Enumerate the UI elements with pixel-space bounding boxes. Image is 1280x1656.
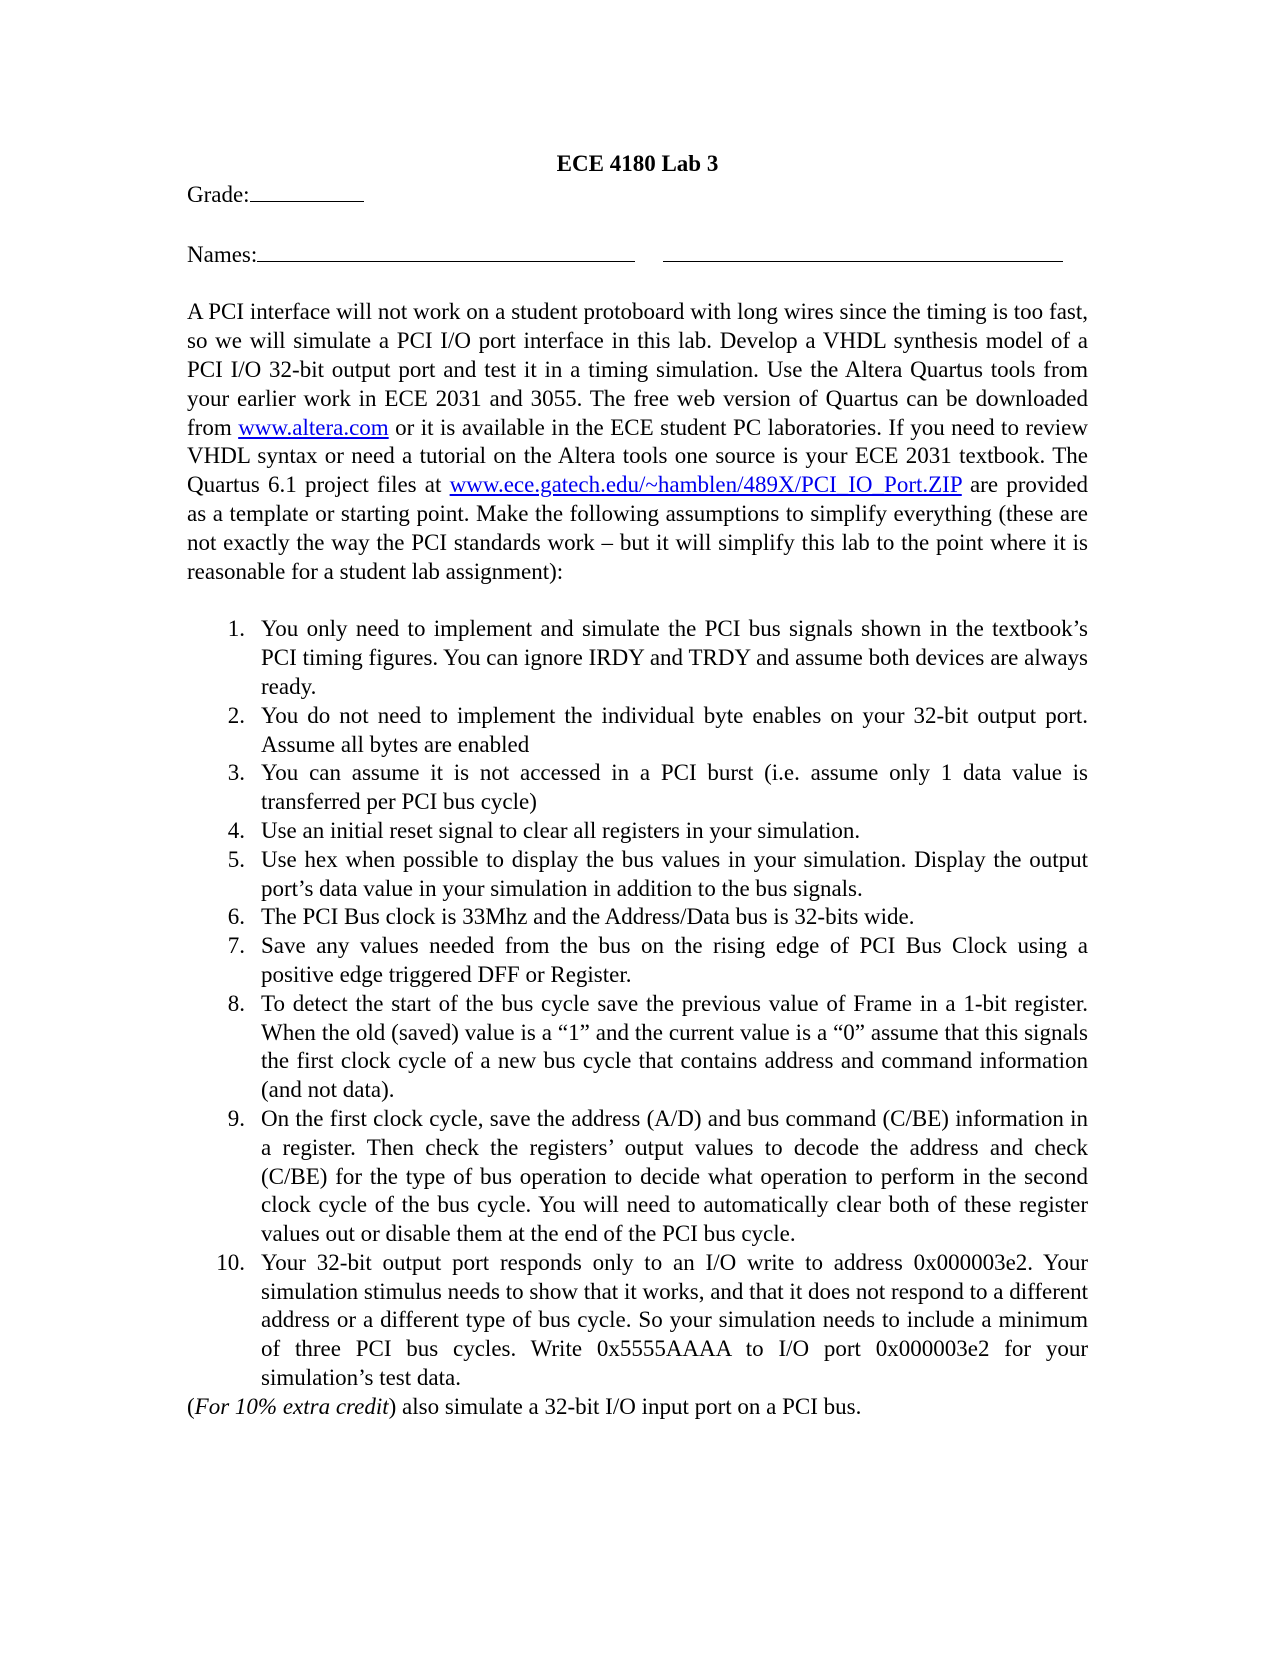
names-line xyxy=(187,239,1088,270)
list-item-number: 1. xyxy=(227,616,245,642)
list-item-number: 6. xyxy=(227,904,245,930)
intro-text-1: A PCI interface will not work on a student protoboard with long wires since the timing is too fast, so we will simulate a PCI I/O port interface in this lab. Develop a VHDL synthesis model of a PCI I/O 32-bit output port and test it in a timing simulation. Use the Altera Quartus tools from your earlier work in ECE 2031 and 3055. The free web version of Quartus can be downloaded from xyxy=(187,299,1088,440)
extra-credit-open: ( xyxy=(187,1393,195,1419)
altera-link[interactable]: www.altera.com xyxy=(238,414,389,440)
list-item-text: Use an initial reset signal to clear all registers in your simulation. xyxy=(261,817,861,843)
list-item xyxy=(187,817,1088,846)
document-title: ECE 4180 Lab 3 xyxy=(556,151,719,176)
list-item xyxy=(187,615,1088,701)
list-item-text: On the first clock cycle, save the address (A/D) and bus command (C/BE) information in a register. Then check the registers’ output values to decode the address and check (C/BE) for the type of bus operation to decide what operation to perform in the second clock cycle of the bus cycle. You will need to automatically clear both of these register values out or disable them at the end of the PCI bus cycle. xyxy=(261,1105,1088,1247)
document-page xyxy=(187,150,1088,1422)
names-label: Names: xyxy=(187,241,258,267)
list-item xyxy=(187,903,1088,932)
list-item-number: 4. xyxy=(227,817,245,843)
name-blank-1 xyxy=(257,239,635,262)
list-item-text: The PCI Bus clock is 33Mhz and the Address/Data bus is 32-bits wide. xyxy=(261,904,915,930)
list-item-number: 9. xyxy=(227,1105,245,1131)
list-item-number: 2. xyxy=(227,702,245,728)
project-files-link[interactable]: www.ece.gatech.edu/~hamblen/489X/PCI_IO_Port.ZIP xyxy=(449,472,962,498)
grade-line xyxy=(187,179,1088,210)
extra-credit-line xyxy=(187,1393,1088,1422)
list-item-number: 3. xyxy=(227,760,245,786)
list-item xyxy=(187,702,1088,760)
list-item-text: To detect the start of the bus cycle save the previous value of Frame in a 1-bit register. When the old (saved) value is a “1” and the current value is a “0” assume that this signals the first clock cycle of a new bus cycle that contains address and command information (and not data). xyxy=(261,990,1088,1103)
list-item-text: Your 32-bit output port responds only to an I/O write to address 0x000003e2. Your simulation stimulus needs to show that it works, and that it does not respond to a different address or a different type of bus cycle. So your simulation needs to include a minimum of three PCI bus cycles. Write 0x5555AAAA to I/O port 0x000003e2 for your simulation’s test data. xyxy=(261,1249,1088,1391)
list-item-number: 10. xyxy=(216,1249,245,1275)
intro-text-3: are provided as a template or starting point. Make the following assumptions to simplify everything (these are not exactly the way the PCI standards work – but it will simplify this lab to the point where it is reasonable for a student lab assignment): xyxy=(187,472,1088,584)
list-item-text: You can assume it is not accessed in a PCI burst (i.e. assume only 1 data value is transferred per PCI bus cycle) xyxy=(261,760,1088,815)
list-item xyxy=(187,759,1088,817)
extra-credit-rest: ) also simulate a 32-bit I/O input port on a PCI bus. xyxy=(388,1393,862,1419)
name-blank-2 xyxy=(663,239,1063,262)
list-item xyxy=(187,990,1088,1105)
list-item-text: Save any values needed from the bus on the rising edge of PCI Bus Clock using a positive edge triggered DFF or Register. xyxy=(261,933,1088,987)
grade-label: Grade: xyxy=(187,181,250,207)
list-item xyxy=(187,846,1088,904)
grade-blank xyxy=(250,179,364,202)
list-item xyxy=(187,932,1088,990)
list-item xyxy=(187,1105,1088,1249)
list-item-number: 7. xyxy=(227,933,245,959)
list-item xyxy=(187,1249,1088,1393)
list-item-number: 5. xyxy=(227,846,245,872)
list-item-number: 8. xyxy=(227,990,245,1016)
intro-paragraph xyxy=(187,298,1088,586)
intro-text-2: or it is available in the ECE student PC laboratories. If you need to review VHDL syntax or need a tutorial on the Altera tools one source is your ECE 2031 textbook. The Quartus 6.1 project files at xyxy=(187,414,1088,498)
list-item-text: Use hex when possible to display the bus values in your simulation. Display the output port’s data value in your simulation in addition to the bus signals. xyxy=(261,846,1088,901)
list-item-text: You do not need to implement the individual byte enables on your 32-bit output port. Assume all bytes are enabled xyxy=(261,702,1088,757)
list-item-text: You only need to implement and simulate the PCI bus signals shown in the textbook’s PCI timing figures. You can ignore IRDY and TRDY and assume both devices are always ready. xyxy=(261,616,1088,699)
assumptions-list xyxy=(187,615,1088,1393)
extra-credit-italic: For 10% extra credit xyxy=(194,1393,389,1419)
